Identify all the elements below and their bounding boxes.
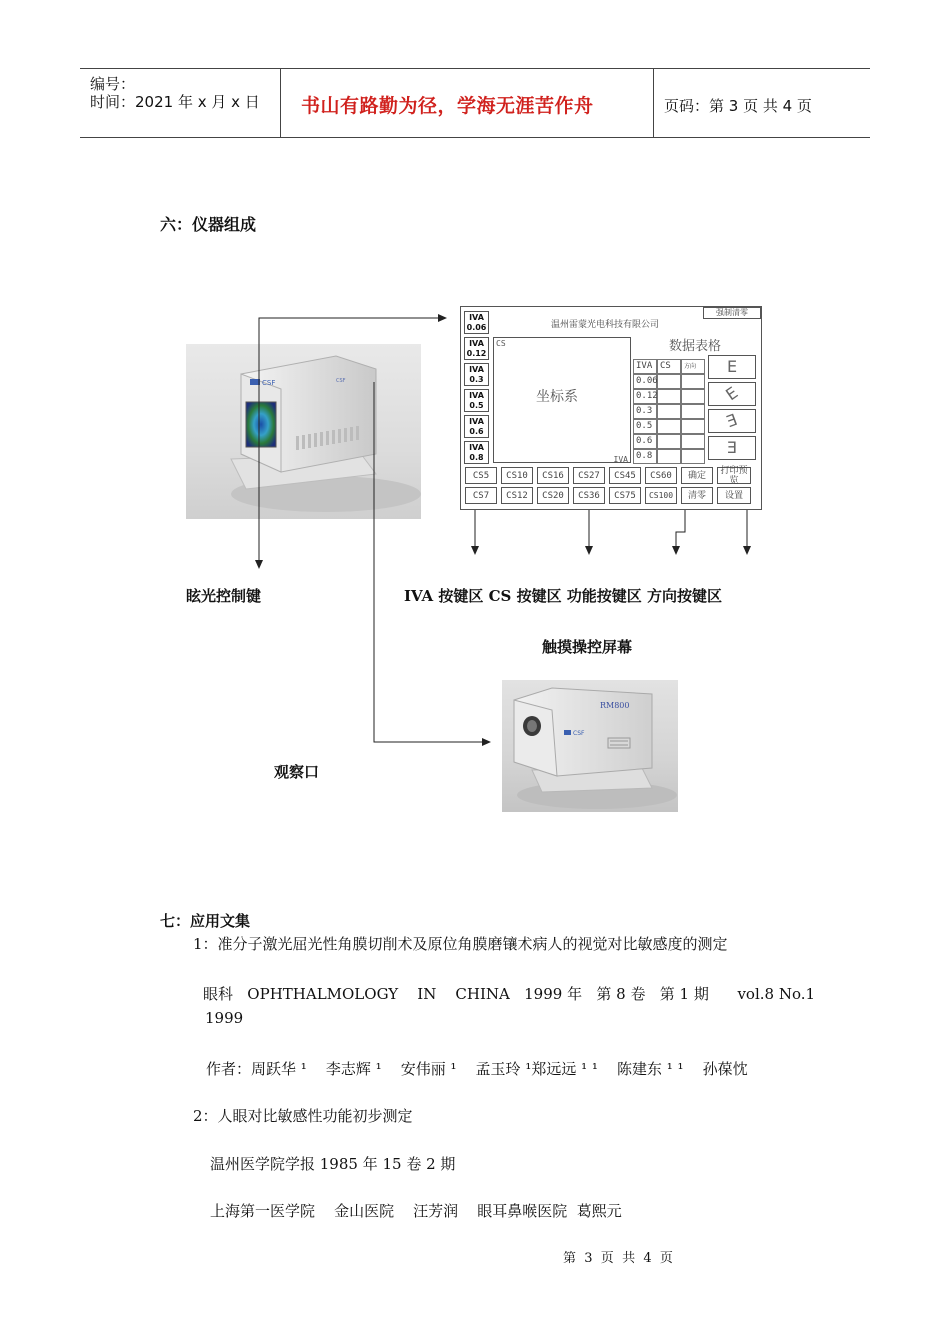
table-row-iva: 0.8 (633, 449, 657, 464)
item2-journal: 温州医学院学报 1985 年 15 卷 2 期 (210, 1155, 456, 1173)
time-label: 时间：2021 年 x 月 x 日 (90, 93, 260, 111)
glare-key-label: 眩光控制键 (186, 587, 262, 605)
iva-button-value: 0.3 (469, 374, 484, 384)
item2-title: 2：人眼对比敏感性功能初步测定 (193, 1107, 413, 1125)
page-info: 页码：第 3 页 共 4 页 (664, 97, 812, 115)
device-photo-side (502, 680, 678, 812)
table-header-cell: 方向 (681, 359, 705, 374)
iva-button-name: IVA (469, 442, 484, 452)
item2-authors: 上海第一医学院 金山医院 汪芳润 眼耳鼻喉医院 葛熙元 (210, 1202, 622, 1220)
iva-button-value: 0.5 (469, 400, 484, 410)
iva-button-name: IVA (469, 364, 484, 374)
function-button[interactable]: 打印预览 (717, 467, 751, 484)
touch-screen-label: 触摸操控屏幕 (542, 638, 633, 656)
iva-button-name: IVA (469, 416, 484, 426)
cs-button[interactable]: CS100 (645, 487, 677, 504)
cs-button[interactable]: CS12 (501, 487, 533, 504)
function-zone-line (676, 510, 685, 546)
cs-button[interactable]: CS27 (573, 467, 605, 484)
tumbling-e-icon: E (726, 357, 738, 376)
section6-title: 六：仪器组成 (160, 215, 257, 234)
arrow-function (672, 546, 680, 555)
section7-title: 七：应用文集 (160, 912, 251, 930)
function-button[interactable]: 清零 (681, 487, 713, 504)
arrow-direction (743, 546, 751, 555)
data-table-title: 数据表格 (669, 339, 722, 354)
key-zones-label: IVA 按键区 CS 按键区 功能按键区 方向按键区 (404, 587, 723, 605)
iva-button-value: 0.06 (466, 322, 487, 332)
arrow-cs (585, 546, 593, 555)
arrow-glare (255, 560, 263, 569)
arrow-observation (482, 738, 491, 746)
iva-button-name: IVA (469, 312, 484, 322)
function-button[interactable]: 设置 (717, 487, 751, 504)
tumbling-e-icon: E (723, 409, 740, 432)
cs-button[interactable]: CS20 (537, 487, 569, 504)
cs-button[interactable]: CS45 (609, 467, 641, 484)
device-brand-text: CSF (262, 379, 276, 387)
cs-button[interactable]: CS36 (573, 487, 605, 504)
iva-button-value: 0.8 (469, 452, 484, 462)
cs-button[interactable]: CS60 (645, 467, 677, 484)
cs-button[interactable]: CS7 (465, 487, 497, 504)
table-header-cell: CS (657, 359, 681, 374)
item1-year: 1999 (205, 1009, 244, 1027)
table-row-iva: 0.6 (633, 434, 657, 449)
glare-key-line (259, 318, 438, 560)
observation-label: 观察口 (274, 763, 320, 781)
table-row-iva: 0.12 (633, 389, 657, 404)
item1-journal: 眼科 OPHTHALMOLOGY IN CHINA 1999 年 第 8 卷 第 1 期 vol.8 No.1 (203, 985, 816, 1003)
tumbling-e-icon: E (722, 382, 742, 405)
axis-y-label: CS (496, 339, 506, 348)
coordinate-system-label: 坐标系 (536, 389, 578, 405)
function-button[interactable]: 确定 (681, 467, 713, 484)
device-brand-text-2: CSF (336, 378, 346, 384)
force-clear-button[interactable]: 强制清零 (703, 307, 761, 319)
iva-button-value: 0.6 (469, 426, 484, 436)
item1-title: 1：准分子激光屈光性角膜切削术及原位角膜磨镶术病人的视觉对比敏感度的测定 (193, 935, 728, 953)
table-row-iva: 0.5 (633, 419, 657, 434)
iva-button-name: IVA (469, 390, 484, 400)
table-row-iva: 0.06 (633, 374, 657, 389)
footer-page: 第 3 页 共 4 页 (563, 1251, 673, 1266)
company-name: 温州雷蒙光电科技有限公司 (551, 320, 660, 330)
arrow-iva (471, 546, 479, 555)
number-label: 编号： (90, 75, 136, 93)
iva-button-name: IVA (469, 338, 484, 348)
tumbling-e-icon: E (726, 438, 738, 457)
device-model-text: RM800 (600, 701, 630, 710)
device-side-illustration (502, 680, 678, 812)
table-header-cell: IVA (633, 359, 657, 374)
cs-button[interactable]: CS75 (609, 487, 641, 504)
cs-button[interactable]: CS5 (465, 467, 497, 484)
iva-button-value: 0.12 (466, 348, 487, 358)
cs-button[interactable]: CS16 (537, 467, 569, 484)
item1-authors: 作者：周跃华 ¹ 李志辉 ¹ 安伟丽 ¹ 孟玉玲 ¹郑远远 ¹ ¹ 陈建东 ¹ ¹ 孙葆忱 (206, 1060, 748, 1078)
arrow-screen (438, 314, 447, 322)
cs-button[interactable]: CS10 (501, 467, 533, 484)
observation-line (374, 382, 482, 742)
table-row-iva: 0.3 (633, 404, 657, 419)
device-brand-text-3: CSF (573, 730, 585, 737)
motto: 书山有路勤为径，学海无涯苦作舟 (301, 95, 594, 117)
axis-x-label: IVA (613, 455, 628, 464)
